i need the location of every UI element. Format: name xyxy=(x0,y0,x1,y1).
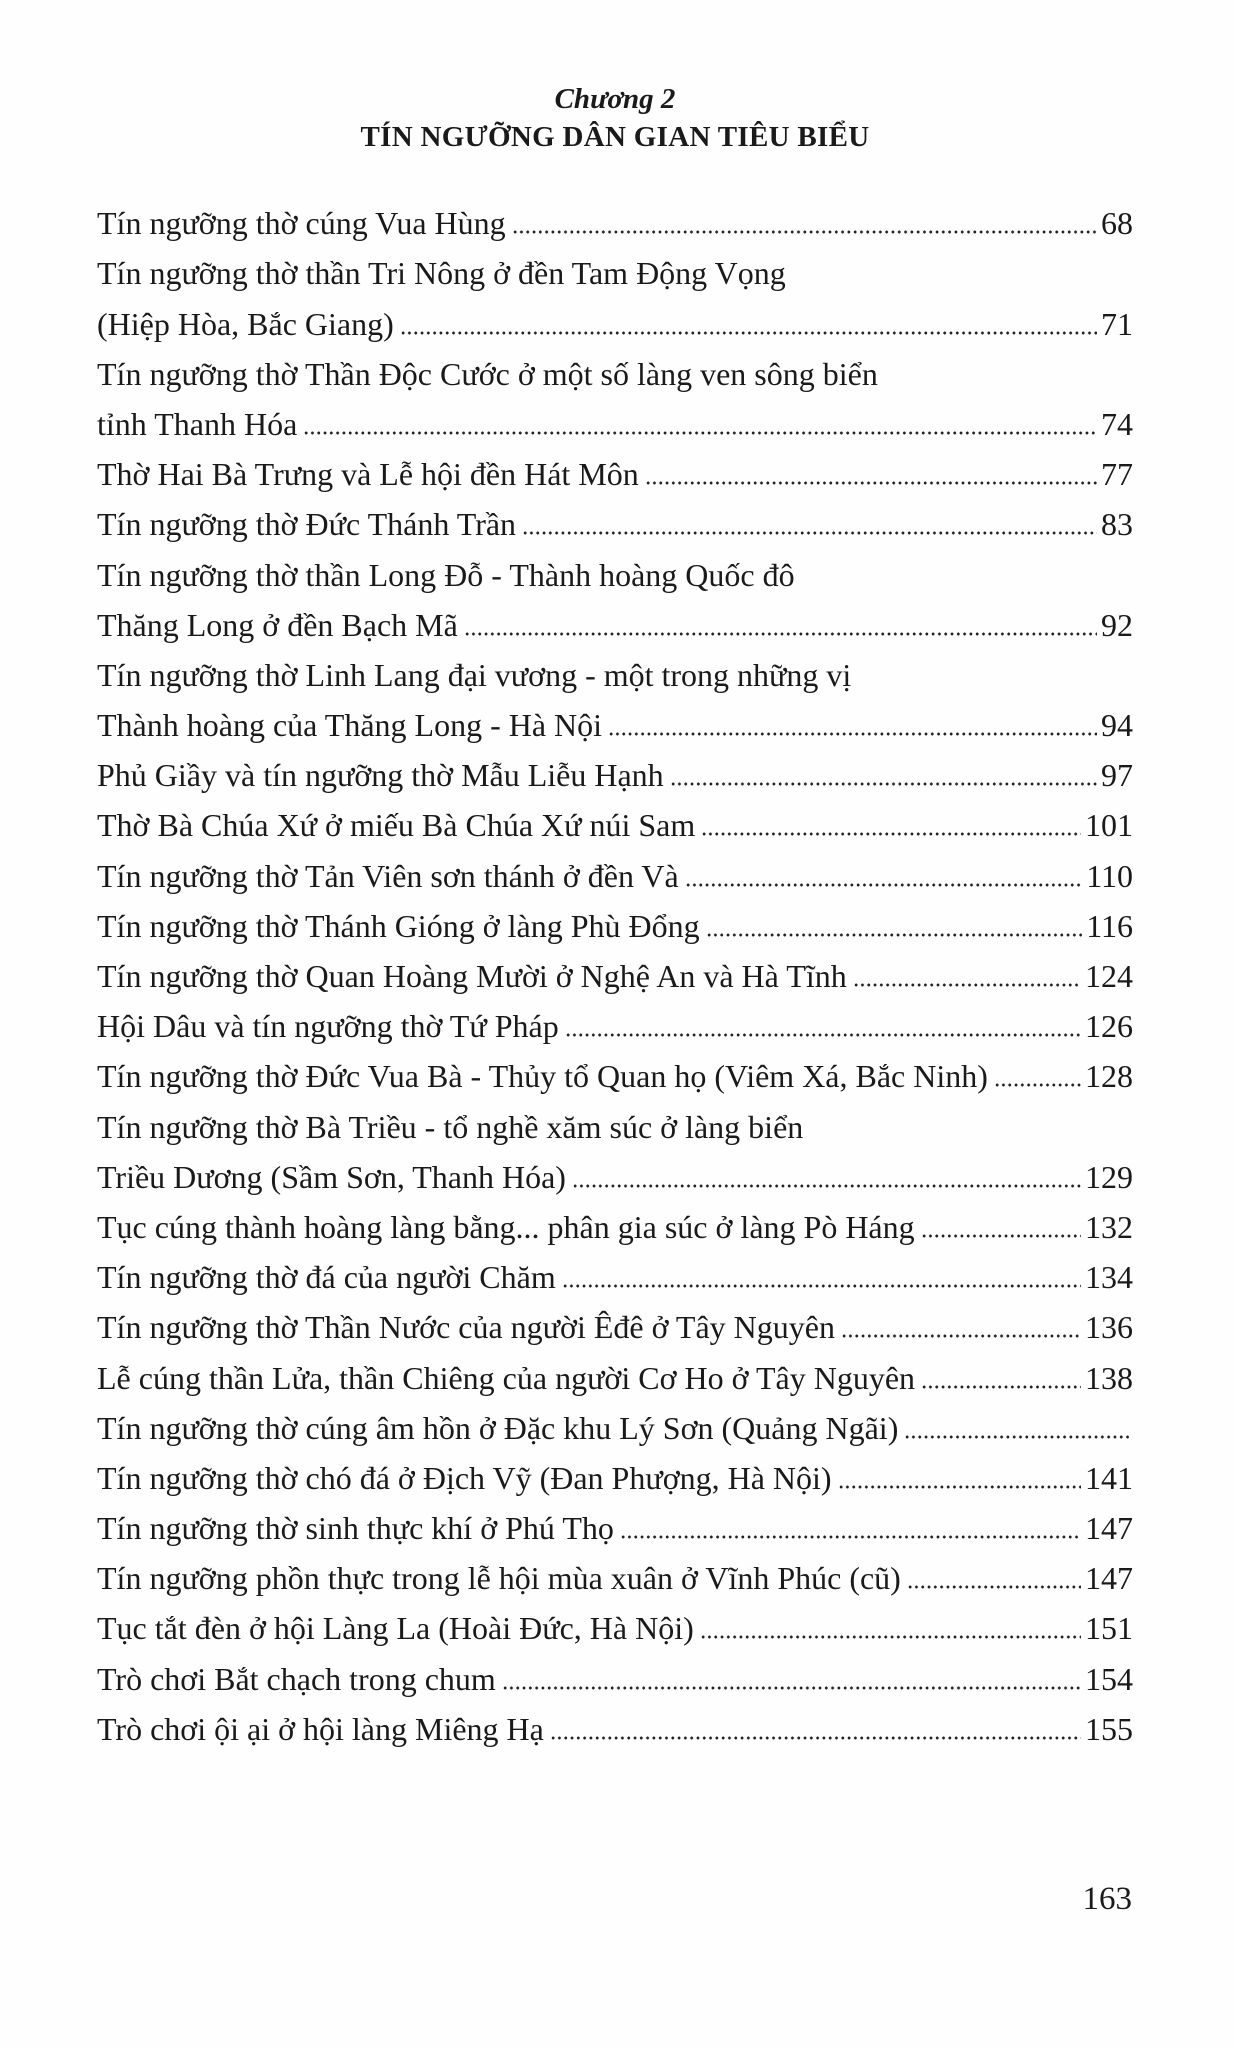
dot-leader xyxy=(921,1385,1081,1389)
toc-entry-line xyxy=(97,899,1133,949)
toc-entry-line xyxy=(97,648,1133,698)
dot-leader xyxy=(562,1284,1081,1288)
toc-entry-title: Tín ngưỡng thờ Đức Thánh Trần xyxy=(97,505,522,543)
toc-entry-title: Trò chơi Bắt chạch trong chum xyxy=(97,1660,502,1698)
toc-entry-title: Tín ngưỡng thờ thần Tri Nông ở đền Tam Động Vọng xyxy=(97,254,792,292)
toc-page-number: 138 xyxy=(1085,1359,1133,1396)
toc-page-number: 74 xyxy=(1101,405,1133,442)
toc-entry-title: Tín ngưỡng thờ Thần Độc Cước ở một số làng ven sông biển xyxy=(97,355,884,393)
toc-entry-title: Trò chơi ội ại ở hội làng Miêng Hạ xyxy=(97,1710,550,1748)
toc-page-number: 147 xyxy=(1085,1510,1133,1547)
dot-leader xyxy=(994,1083,1081,1087)
chapter-title: TÍN NGƯỠNG DÂN GIAN TIÊU BIỂU xyxy=(360,121,870,153)
toc-page-number: 71 xyxy=(1101,305,1133,342)
dot-leader xyxy=(522,531,1097,535)
dot-leader xyxy=(685,883,1082,887)
toc-entry-line xyxy=(97,1451,1133,1501)
toc-entry-title: Thờ Bà Chúa Xứ ở miếu Bà Chúa Xứ núi Sam xyxy=(97,806,701,844)
toc-entry-title: Thăng Long ở đền Bạch Mã xyxy=(97,606,464,644)
toc-entry-line xyxy=(97,1401,1133,1451)
toc-entry-title: Tín ngưỡng thờ chó đá ở Địch Vỹ (Đan Phượng, Hà Nội) xyxy=(97,1459,838,1497)
toc-entry-line xyxy=(97,798,1133,848)
dot-leader xyxy=(620,1535,1081,1539)
toc-page-number: 77 xyxy=(1101,456,1133,493)
dot-leader xyxy=(701,832,1081,836)
toc-entry-title: Tín ngưỡng thờ Linh Lang đại vương - một trong những vị xyxy=(97,656,857,694)
dot-leader xyxy=(303,431,1097,435)
toc-entry-line xyxy=(97,1200,1133,1250)
dot-leader xyxy=(565,1033,1081,1037)
toc-entry-line xyxy=(97,1601,1133,1651)
toc-page-number: 129 xyxy=(1085,1158,1133,1195)
toc-entry-title: Tín ngưỡng thờ đá của người Chăm xyxy=(97,1258,562,1296)
toc-entry-line xyxy=(97,1702,1133,1752)
toc-entry-line xyxy=(97,1300,1133,1350)
toc-entry-line xyxy=(97,1501,1133,1551)
dot-leader xyxy=(550,1736,1081,1740)
toc-page-number: 132 xyxy=(1085,1208,1133,1245)
dot-leader xyxy=(921,1234,1081,1238)
toc-page-number: 134 xyxy=(1085,1259,1133,1296)
toc-entry-line xyxy=(97,1250,1133,1300)
toc-entry-line xyxy=(97,296,1133,346)
toc-entry-title: Tín ngưỡng phồn thực trong lễ hội mùa xuân ở Vĩnh Phúc (cũ) xyxy=(97,1559,907,1597)
page-number: 163 xyxy=(1082,1881,1132,1917)
toc-entry-line xyxy=(97,848,1133,898)
dot-leader xyxy=(512,230,1097,234)
dot-leader xyxy=(670,782,1097,786)
toc-page-number: 124 xyxy=(1085,958,1133,994)
toc-entry-title: Triều Dương (Sầm Sơn, Thanh Hóa) xyxy=(97,1158,572,1196)
toc-entry-line xyxy=(97,598,1133,648)
dot-leader xyxy=(400,331,1097,335)
toc-entry-title: Lễ cúng thần Lửa, thần Chiêng của người Cơ Ho ở Tây Nguyên xyxy=(97,1359,921,1397)
toc-entry-title: Phủ Giầy và tín ngưỡng thờ Mẫu Liễu Hạnh xyxy=(97,756,670,794)
toc-entry-line xyxy=(97,1150,1133,1200)
toc-entry-title: Tín ngưỡng thờ Bà Triều - tổ nghề xăm súc ở làng biển xyxy=(97,1108,809,1146)
toc-entry-line xyxy=(97,397,1133,447)
dot-leader xyxy=(645,481,1097,485)
chapter-label: Chương 2 xyxy=(554,83,676,115)
toc-page-number: 126 xyxy=(1085,1008,1133,1045)
toc-entry-line xyxy=(97,698,1133,748)
toc-entry-line xyxy=(97,347,1133,397)
dot-leader xyxy=(907,1585,1081,1589)
toc-page-number: 94 xyxy=(1101,707,1133,744)
toc-page-number: 154 xyxy=(1085,1660,1133,1697)
toc-entry-title: Tín ngưỡng thờ Thánh Gióng ở làng Phù Đổng xyxy=(97,907,706,945)
toc-entry-line xyxy=(97,547,1133,597)
toc-entry-title: (Hiệp Hòa, Bắc Giang) xyxy=(97,305,400,343)
toc-page-number: 128 xyxy=(1085,1058,1133,1095)
toc-entry-line xyxy=(97,748,1133,798)
toc-entry-line xyxy=(97,196,1133,246)
toc-entry-title: Tín ngưỡng thờ sinh thực khí ở Phú Thọ xyxy=(97,1509,620,1547)
toc-page-number: 97 xyxy=(1101,757,1133,794)
dot-leader xyxy=(700,1635,1081,1639)
toc-page-number: 110 xyxy=(1086,857,1133,894)
toc-entry-line xyxy=(97,1551,1133,1601)
toc-page-number: 116 xyxy=(1086,907,1133,944)
toc-entry-title: Tín ngưỡng thờ cúng Vua Hùng xyxy=(97,204,512,242)
toc-page-number: 136 xyxy=(1085,1309,1133,1346)
toc-entry-title: Tục tắt đèn ở hội Làng La (Hoài Đức, Hà Nội) xyxy=(97,1609,700,1647)
toc-entry-line xyxy=(97,497,1133,547)
toc-entry-title: Thành hoàng của Thăng Long - Hà Nội xyxy=(97,706,608,744)
dot-leader xyxy=(853,983,1081,987)
toc-entry-title: Tín ngưỡng thờ Quan Hoàng Mười ở Nghệ An và Hà Tĩnh xyxy=(97,957,853,995)
dot-leader xyxy=(464,632,1097,636)
toc-entry-line xyxy=(97,999,1133,1049)
toc-entry-title: Tín ngưỡng thờ cúng âm hồn ở Đặc khu Lý Sơn (Quảng Ngãi) xyxy=(97,1409,904,1447)
toc-entry-title: Hội Dâu và tín ngưỡng thờ Tứ Pháp xyxy=(97,1007,565,1045)
toc-page-number: 147 xyxy=(1085,1560,1133,1597)
dot-leader xyxy=(608,732,1097,736)
toc-page-number: 68 xyxy=(1101,205,1133,242)
toc-entry-title: Thờ Hai Bà Trưng và Lễ hội đền Hát Môn xyxy=(97,455,645,493)
dot-leader xyxy=(572,1184,1081,1188)
toc-entry-line xyxy=(97,246,1133,296)
toc-page-number: 101 xyxy=(1085,807,1133,844)
toc-entry-line xyxy=(97,1350,1133,1400)
toc-entry-line xyxy=(97,1651,1133,1701)
toc-entry-line xyxy=(97,1049,1133,1099)
toc-entry-title: Tín ngưỡng thờ thần Long Đỗ - Thành hoàng Quốc đô xyxy=(97,556,801,594)
toc-entry-line xyxy=(97,1099,1133,1149)
toc-entry-title: Tín ngưỡng thờ Thần Nước của người Êđê ở Tây Nguyên xyxy=(97,1308,841,1346)
toc-entry-title: Tín ngưỡng thờ Đức Vua Bà - Thủy tổ Quan họ (Viêm Xá, Bắc Ninh) xyxy=(97,1057,994,1095)
toc-page-number: 155 xyxy=(1085,1710,1133,1747)
dot-leader xyxy=(904,1435,1129,1439)
toc-entry-line xyxy=(97,949,1133,999)
dot-leader xyxy=(841,1334,1081,1338)
toc-page-number: 92 xyxy=(1101,606,1133,643)
toc-page-number: 83 xyxy=(1101,506,1133,543)
dot-leader xyxy=(502,1686,1081,1690)
toc-entry-title: Tục cúng thành hoàng làng bằng... phân gia súc ở làng Pò Háng xyxy=(97,1208,921,1246)
table-of-contents xyxy=(97,196,1133,1752)
toc-entry-title: tỉnh Thanh Hóa xyxy=(97,405,303,443)
toc-page-number: 141 xyxy=(1085,1459,1133,1496)
toc-page-number: 151 xyxy=(1085,1610,1133,1647)
toc-entry-title: Tín ngưỡng thờ Tản Viên sơn thánh ở đền Và xyxy=(97,857,685,895)
dot-leader xyxy=(838,1485,1081,1489)
dot-leader xyxy=(706,933,1083,937)
toc-entry-line xyxy=(97,447,1133,497)
